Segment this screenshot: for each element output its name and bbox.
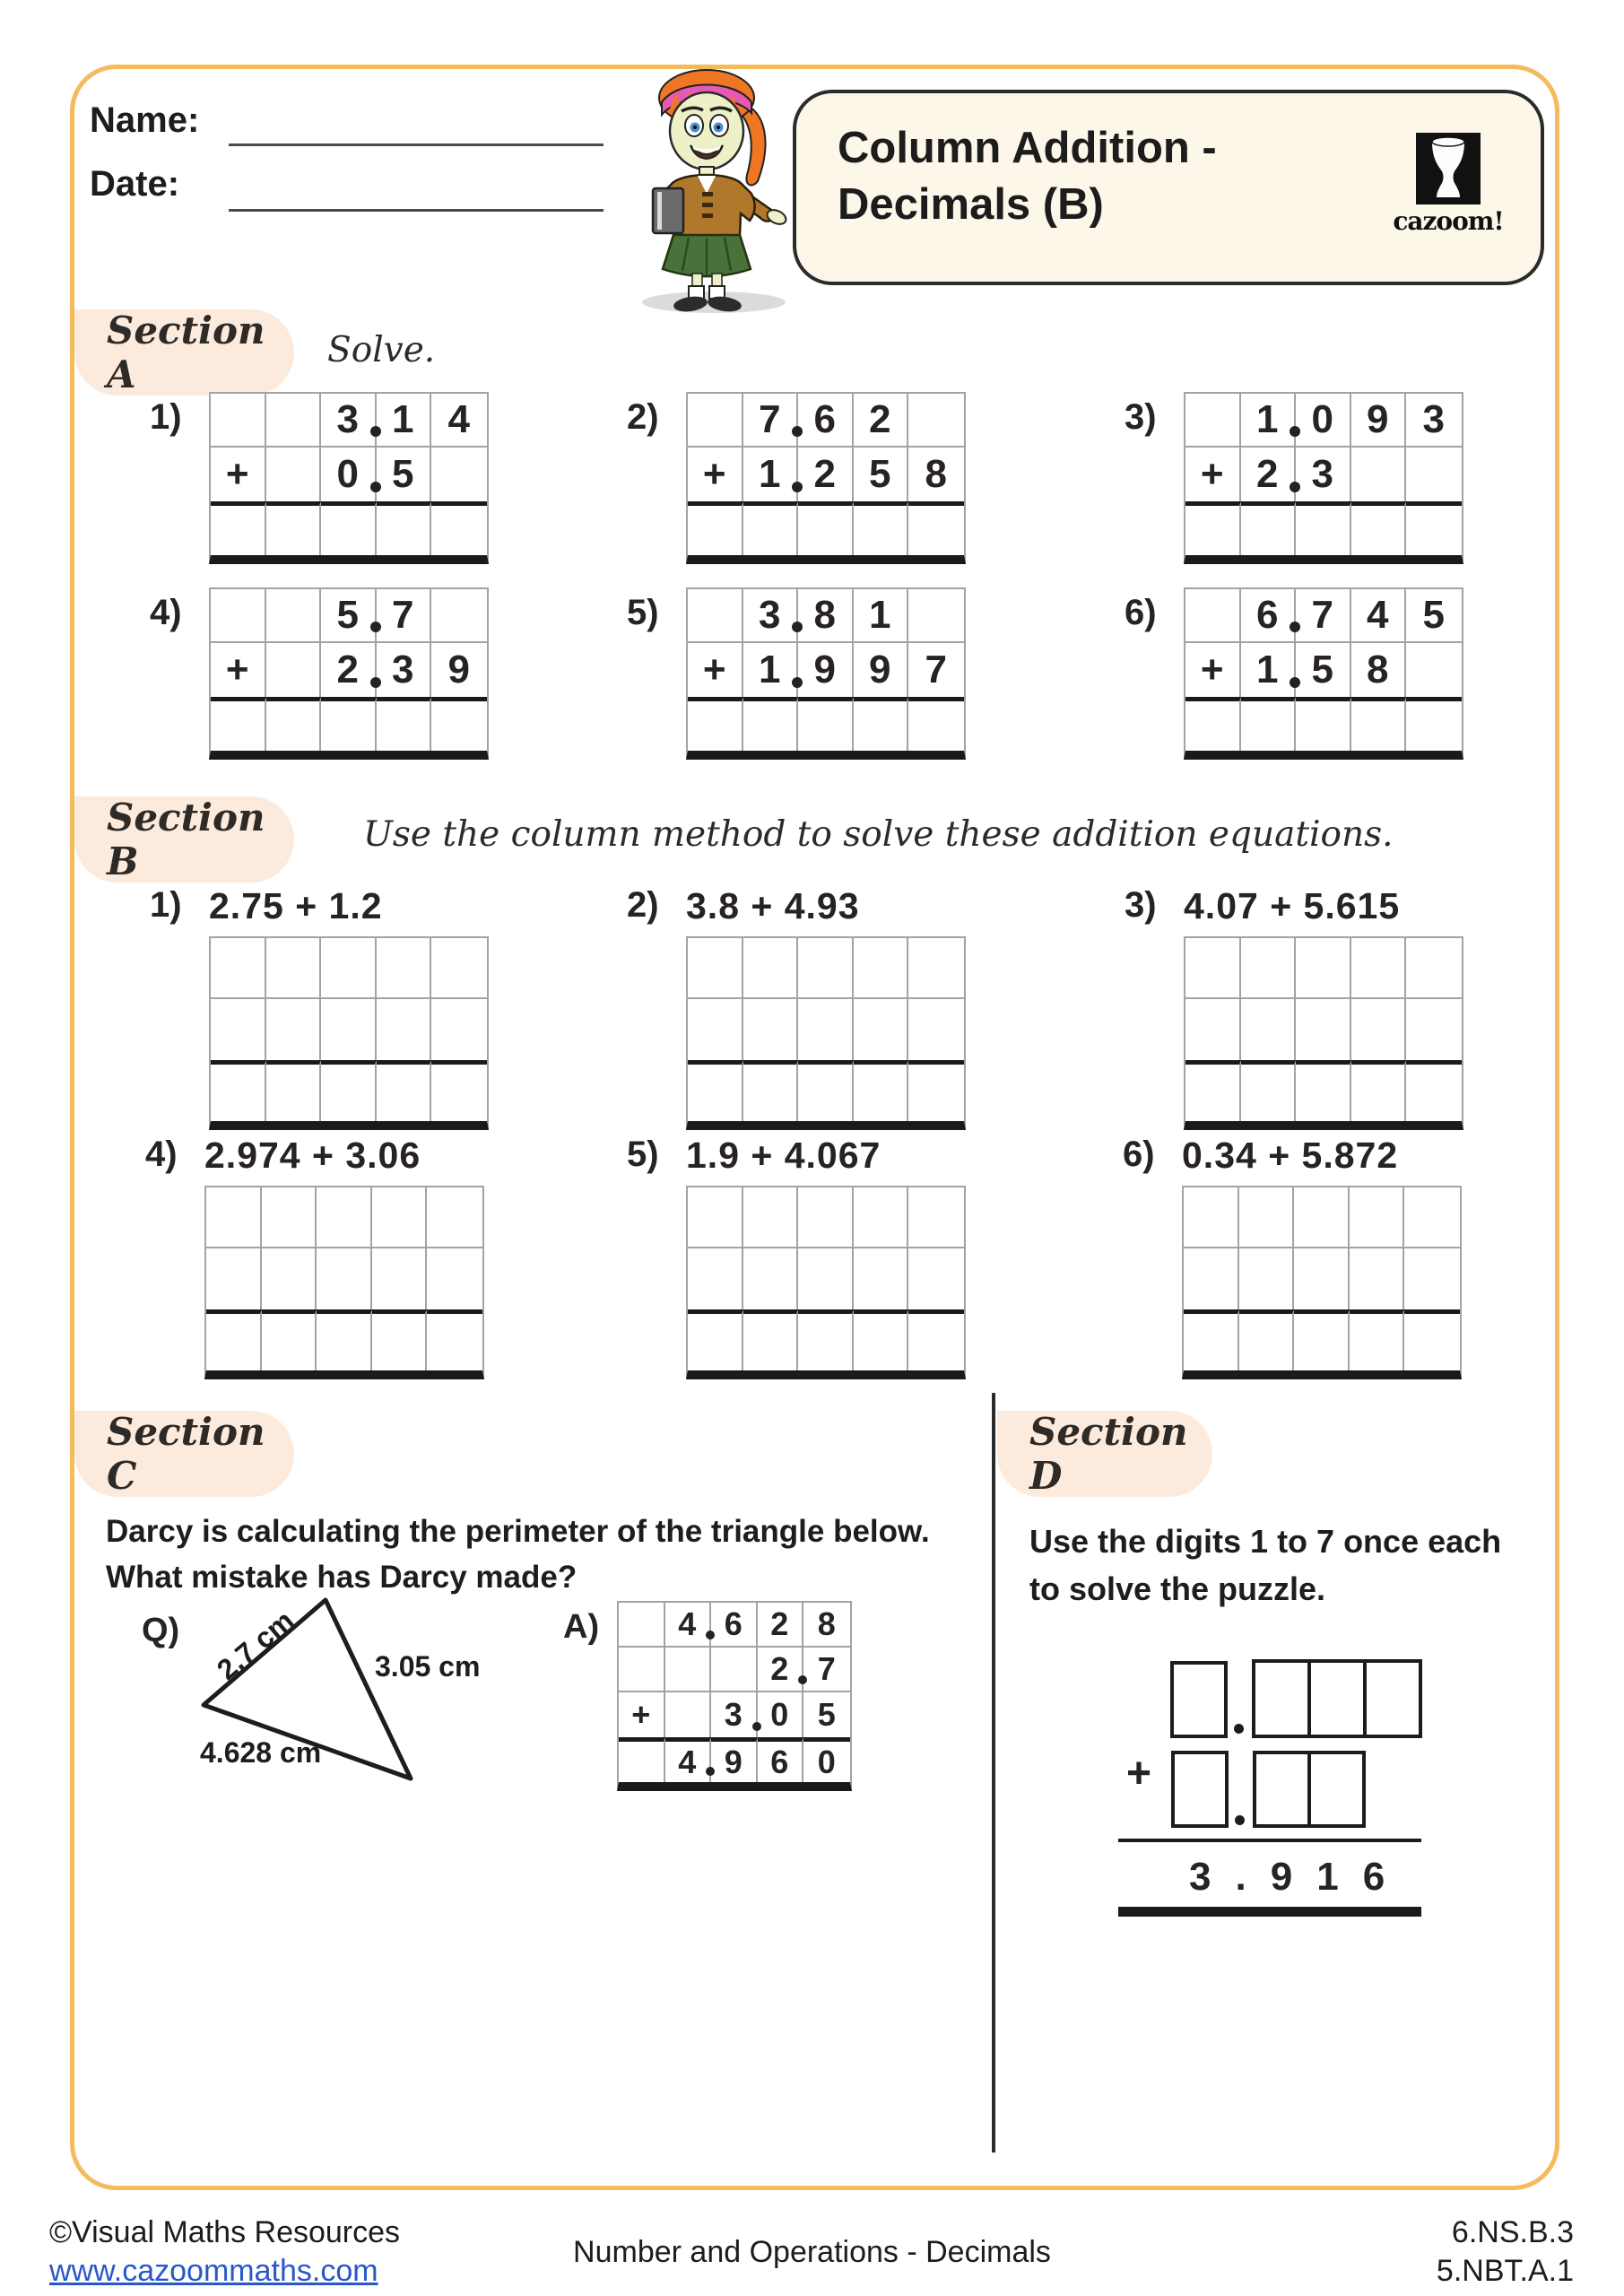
equation-text: 3.8 + 4.93 [686, 885, 860, 926]
grid-cell[interactable] [1351, 501, 1407, 555]
grid-cell[interactable] [1406, 1060, 1462, 1121]
grid-cell[interactable] [688, 394, 743, 448]
grid-cell[interactable] [431, 938, 487, 999]
cazoom-logo [1390, 133, 1507, 236]
grid-cell[interactable] [372, 1187, 428, 1248]
grid-cell[interactable] [317, 1187, 372, 1248]
grid-cell: + [1185, 448, 1241, 501]
answer-decimal-point: . [1235, 1855, 1246, 1899]
section-a-badge: Section A [74, 309, 294, 396]
logo-wordmark: cazoom! [1393, 206, 1504, 236]
problem-number: 5) [627, 593, 659, 632]
grid-cell[interactable] [321, 999, 377, 1060]
drum-icon [1416, 133, 1481, 204]
grid-cell[interactable] [206, 1248, 262, 1309]
grid-cell: 5 [1406, 589, 1462, 643]
grid-cell[interactable] [688, 697, 743, 751]
grid-cell[interactable] [266, 448, 322, 501]
grid-cell[interactable] [1241, 938, 1297, 999]
grid-cell[interactable] [1351, 999, 1407, 1060]
digit-box[interactable] [1307, 1659, 1367, 1738]
grid-cell[interactable] [1406, 999, 1462, 1060]
grid-cell: 3 [321, 394, 377, 448]
grid-cell: 7 [1296, 589, 1351, 643]
grid-cell[interactable] [377, 999, 432, 1060]
grid-cell[interactable] [377, 501, 432, 555]
decimal-point [792, 677, 803, 688]
name-label: Name: [90, 100, 200, 140]
grid-cell: 4 [1351, 589, 1407, 643]
grid-cell[interactable] [908, 501, 964, 555]
grid-cell: 5 [817, 1696, 836, 1733]
grid-cell: 3 [743, 589, 799, 643]
section-d-instruction-line1: Use the digits 1 to 7 once each [1029, 1523, 1502, 1560]
grid-cell[interactable] [1406, 938, 1462, 999]
grid-cell: 8 [803, 1603, 850, 1648]
sum-bottom-bar [1118, 1907, 1421, 1917]
grid-cell[interactable] [206, 1187, 262, 1248]
digit-box-group [1253, 1751, 1366, 1828]
grid-cell[interactable] [908, 1187, 964, 1248]
grid-cell: 2 [758, 1603, 804, 1648]
grid-cell[interactable] [377, 938, 432, 999]
grid-cell: 3 [1406, 394, 1462, 448]
decimal-point [370, 482, 381, 492]
grid-cell[interactable] [1239, 1309, 1295, 1370]
grid-cell: 7 [377, 589, 432, 643]
grid-cell: + [211, 643, 266, 697]
grid-cell: 3 [711, 1692, 758, 1737]
sum-line [1118, 1839, 1421, 1842]
equation-text: 4.07 + 5.615 [1184, 885, 1401, 926]
grid-cell[interactable] [1241, 999, 1297, 1060]
equation-text: 2.974 + 3.06 [204, 1135, 421, 1176]
worksheet-title: Column Addition - Decimals (B) [838, 124, 1217, 229]
column-grid [1184, 587, 1463, 760]
grid-cell[interactable] [321, 697, 377, 751]
name-input-line[interactable] [229, 144, 604, 146]
grid-cell[interactable] [1184, 1309, 1239, 1370]
grid-cell: 4 [431, 394, 487, 448]
equation-text: 2.75 + 1.2 [209, 885, 383, 926]
grid-cell[interactable] [1294, 1248, 1350, 1309]
grid-cell[interactable] [1185, 999, 1241, 1060]
grid-cell: 1 [1241, 643, 1297, 697]
grid-cell: 9 [447, 648, 470, 691]
grid-cell[interactable] [908, 697, 964, 751]
grid-cell[interactable] [1185, 1060, 1241, 1121]
grid-cell[interactable] [1241, 697, 1297, 751]
problem-number: 5) [627, 1135, 659, 1174]
triangle-side-right-label: 3.05 cm [375, 1650, 481, 1683]
date-label: Date: [90, 164, 180, 204]
grid-cell[interactable] [798, 938, 854, 999]
grid-cell[interactable] [1351, 697, 1407, 751]
grid-cell[interactable] [1241, 1060, 1297, 1121]
grid-cell[interactable] [743, 1248, 799, 1309]
problem-number: 1) [150, 397, 182, 437]
section-d-instruction-line2: to solve the puzzle. [1029, 1570, 1326, 1607]
puzzle-answer [1189, 1855, 1385, 1900]
equation-text: 1.9 + 4.067 [686, 1135, 881, 1176]
grid-cell[interactable] [1296, 938, 1351, 999]
column-grid [686, 587, 966, 760]
column-grid [1184, 392, 1463, 564]
grid-cell: 9 [798, 643, 854, 697]
grid-cell: 7 [803, 1648, 850, 1692]
grid-cell: 1 [377, 394, 432, 448]
grid-cell[interactable] [688, 1248, 743, 1309]
grid-cell[interactable] [372, 1248, 428, 1309]
grid-cell[interactable] [431, 589, 487, 643]
answer-digit: 6 [1362, 1855, 1385, 1899]
standard-code-1: 6.NS.B.3 [1451, 2215, 1574, 2249]
triangle-side-bottom-label: 4.628 cm [200, 1736, 322, 1769]
grid-cell[interactable] [211, 938, 266, 999]
grid-cell[interactable] [908, 1309, 964, 1370]
grid-cell[interactable] [1406, 643, 1462, 697]
grid-cell[interactable] [266, 394, 322, 448]
plus-sign: + [1126, 1750, 1152, 1797]
grid-cell[interactable] [321, 1060, 377, 1121]
decimal-point [1290, 622, 1300, 632]
grid-cell: 7 [743, 394, 799, 448]
grid-cell[interactable] [431, 697, 487, 751]
grid-cell[interactable] [854, 1248, 909, 1309]
answer-digit: 1 [1316, 1855, 1339, 1899]
answer-label: A) [563, 1608, 600, 1646]
grid-cell[interactable] [211, 501, 266, 555]
grid-cell[interactable] [1294, 1187, 1350, 1248]
girl-character-illustration [617, 56, 801, 320]
grid-cell[interactable] [1185, 697, 1241, 751]
problem-number: 2) [627, 397, 659, 437]
grid-cell[interactable] [1350, 1187, 1405, 1248]
grid-cell: 5 [1296, 643, 1351, 697]
section-d-badge: Section D [997, 1411, 1212, 1497]
grid-cell[interactable] [908, 589, 964, 643]
date-input-line[interactable] [229, 209, 604, 212]
grid-cell[interactable] [743, 1060, 799, 1121]
grid-cell[interactable] [688, 589, 743, 643]
digit-box[interactable] [1253, 1751, 1311, 1828]
grid-cell[interactable] [317, 1309, 372, 1370]
grid-cell[interactable] [1296, 501, 1351, 555]
question-label: Q) [142, 1612, 180, 1649]
grid-cell: 0 [321, 448, 377, 501]
grid-cell[interactable] [688, 1309, 743, 1370]
grid-cell[interactable] [1350, 1309, 1405, 1370]
column-grid [686, 392, 966, 564]
grid-cell[interactable] [619, 1603, 665, 1648]
grid-cell[interactable] [266, 589, 322, 643]
grid-cell: 3 [1296, 448, 1351, 501]
grid-cell[interactable] [377, 697, 432, 751]
grid-cell[interactable] [266, 1060, 322, 1121]
grid-cell: 1 [1241, 394, 1297, 448]
grid-cell[interactable] [1404, 1309, 1460, 1370]
grid-cell[interactable] [908, 394, 964, 448]
grid-cell: 2 [798, 448, 854, 501]
grid-cell: 9 [1351, 394, 1407, 448]
grid-cell: 9 [711, 1737, 758, 1782]
grid-cell[interactable] [317, 1248, 372, 1309]
column-grid [204, 1186, 484, 1379]
grid-cell[interactable] [1296, 999, 1351, 1060]
grid-cell[interactable] [1294, 1309, 1350, 1370]
section-c-question-line1: Darcy is calculating the perimeter of the triangle below. [106, 1514, 930, 1549]
grid-cell[interactable] [266, 501, 322, 555]
grid-cell[interactable] [431, 999, 487, 1060]
grid-cell[interactable] [743, 999, 799, 1060]
grid-cell: 1 [743, 448, 799, 501]
grid-cell[interactable] [1184, 1187, 1239, 1248]
footer-topic: Number and Operations - Decimals [573, 2235, 1051, 2269]
column-grid [1184, 936, 1463, 1130]
decimal-point [792, 482, 803, 492]
grid-cell[interactable] [377, 1060, 432, 1121]
grid-cell[interactable] [372, 1309, 428, 1370]
problem-number: 3) [1125, 885, 1157, 925]
problem-number: 2) [627, 885, 659, 925]
grid-cell[interactable] [427, 1187, 482, 1248]
grid-cell[interactable] [262, 1187, 317, 1248]
decimal-point [752, 1722, 761, 1731]
grid-cell[interactable] [854, 1187, 909, 1248]
grid-cell[interactable] [743, 1187, 799, 1248]
column-grid [617, 1601, 852, 1791]
grid-cell[interactable] [321, 501, 377, 555]
grid-cell: 3 [377, 643, 432, 697]
grid-cell: 6 [1241, 589, 1297, 643]
grid-cell[interactable] [743, 501, 799, 555]
decimal-point [792, 426, 803, 437]
grid-cell[interactable] [262, 1248, 317, 1309]
grid-cell: 5 [377, 448, 432, 501]
problem-number: 1) [150, 885, 182, 925]
grid-cell[interactable] [266, 999, 322, 1060]
grid-cell: 4 [665, 1737, 712, 1782]
grid-cell[interactable] [798, 1248, 854, 1309]
problem-number: 4) [150, 593, 182, 632]
grid-cell[interactable] [321, 938, 377, 999]
grid-cell[interactable] [1351, 1060, 1407, 1121]
grid-cell: 1 [743, 643, 799, 697]
grid-cell[interactable] [1404, 1248, 1460, 1309]
grid-cell: 6 [758, 1737, 804, 1782]
grid-cell: + [619, 1692, 665, 1737]
decimal-point [1234, 1724, 1244, 1734]
grid-cell: 2 [1241, 448, 1297, 501]
grid-cell: 5 [854, 448, 909, 501]
grid-cell: 7 [925, 648, 947, 691]
grid-cell[interactable] [619, 1737, 665, 1782]
grid-cell[interactable] [1351, 448, 1407, 501]
column-grid [686, 936, 966, 1130]
section-c-badge: Section C [74, 1411, 294, 1497]
grid-cell[interactable] [1185, 501, 1241, 555]
digit-box[interactable] [1252, 1659, 1311, 1738]
grid-cell[interactable] [798, 1060, 854, 1121]
decimal-point [798, 1675, 807, 1684]
grid-cell: + [688, 643, 743, 697]
grid-cell: 8 [925, 452, 947, 496]
grid-cell[interactable] [1296, 1060, 1351, 1121]
grid-cell[interactable] [743, 938, 799, 999]
column-grid [1182, 1186, 1462, 1379]
grid-cell[interactable] [743, 1309, 799, 1370]
decimal-point [706, 1631, 715, 1639]
grid-cell[interactable] [908, 938, 964, 999]
grid-cell[interactable] [619, 1648, 665, 1692]
decimal-point [706, 1767, 715, 1776]
grid-cell[interactable] [854, 501, 909, 555]
decimal-point [370, 677, 381, 688]
grid-cell: 6 [798, 394, 854, 448]
column-grid [209, 587, 489, 760]
grid-cell[interactable] [1239, 1187, 1295, 1248]
grid-cell[interactable] [688, 501, 743, 555]
grid-cell[interactable] [798, 697, 854, 751]
standard-code-2: 5.NBT.A.1 [1436, 2254, 1574, 2288]
digit-box-group [1252, 1659, 1422, 1738]
grid-cell[interactable] [798, 1187, 854, 1248]
grid-cell[interactable] [211, 589, 266, 643]
grid-cell[interactable] [211, 697, 266, 751]
triangle-side-top-left-label: 2.7 cm [210, 1604, 300, 1686]
grid-cell[interactable] [688, 938, 743, 999]
grid-cell[interactable] [1350, 1248, 1405, 1309]
column-grid [209, 392, 489, 564]
grid-cell[interactable] [665, 1648, 712, 1692]
grid-cell[interactable] [908, 1248, 964, 1309]
grid-cell[interactable] [1406, 448, 1462, 501]
grid-cell: 6 [711, 1603, 758, 1648]
digit-box[interactable] [1171, 1751, 1229, 1828]
grid-cell[interactable] [211, 394, 266, 448]
grid-cell[interactable] [1406, 697, 1462, 751]
grid-cell: 4 [665, 1603, 712, 1648]
grid-cell[interactable] [1296, 697, 1351, 751]
grid-cell: 5 [321, 589, 377, 643]
section-a-instruction: Solve. [327, 330, 436, 370]
grid-cell[interactable] [211, 1060, 266, 1121]
grid-cell[interactable] [798, 999, 854, 1060]
grid-cell[interactable] [854, 999, 909, 1060]
grid-cell: 8 [1351, 643, 1407, 697]
column-grid [209, 936, 489, 1130]
answer-digit: 9 [1270, 1855, 1293, 1899]
grid-cell[interactable] [431, 448, 487, 501]
grid-cell[interactable] [798, 1309, 854, 1370]
grid-cell[interactable] [854, 938, 909, 999]
grid-cell[interactable] [206, 1309, 262, 1370]
decimal-point [1290, 677, 1300, 688]
decimal-point [370, 622, 381, 632]
section-b-badge: Section B [74, 796, 294, 883]
grid-cell[interactable] [1184, 1248, 1239, 1309]
grid-cell: 0 [803, 1737, 850, 1782]
grid-cell[interactable] [427, 1248, 482, 1309]
decimal-point [1290, 426, 1300, 437]
problem-number: 4) [145, 1135, 178, 1174]
grid-cell[interactable] [431, 1060, 487, 1121]
grid-cell: 0 [1296, 394, 1351, 448]
grid-cell[interactable] [1185, 394, 1241, 448]
grid-cell: + [211, 448, 266, 501]
grid-cell[interactable] [854, 1309, 909, 1370]
website-link[interactable]: www.cazoommaths.com [49, 2254, 378, 2288]
grid-cell[interactable] [1239, 1248, 1295, 1309]
answer-digit: 3 [1189, 1855, 1211, 1899]
decimal-point [370, 426, 381, 437]
grid-cell[interactable] [1241, 501, 1297, 555]
grid-cell[interactable] [266, 643, 322, 697]
grid-cell: 2 [321, 643, 377, 697]
grid-cell[interactable] [665, 1692, 712, 1737]
problem-number: 6) [1123, 1135, 1155, 1174]
equation-text: 0.34 + 5.872 [1182, 1135, 1399, 1176]
copyright-text: ©Visual Maths Resources [49, 2215, 401, 2249]
grid-cell: 0 [758, 1692, 804, 1737]
decimal-point [1290, 482, 1300, 492]
grid-cell: 2 [854, 394, 909, 448]
grid-cell[interactable] [908, 999, 964, 1060]
decimal-point [792, 622, 803, 632]
grid-cell[interactable] [688, 1187, 743, 1248]
problem-number: 6) [1125, 593, 1157, 632]
problem-number: 3) [1125, 397, 1157, 437]
grid-cell[interactable] [211, 999, 266, 1060]
section-b-instruction: Use the column method to solve these addition equations. [363, 814, 1394, 855]
grid-cell: 1 [854, 589, 909, 643]
title-box [793, 90, 1544, 285]
grid-cell[interactable] [711, 1648, 758, 1692]
grid-cell: 2 [758, 1648, 804, 1692]
grid-cell[interactable] [266, 697, 322, 751]
grid-cell[interactable] [1351, 938, 1407, 999]
grid-cell[interactable] [1185, 938, 1241, 999]
grid-cell[interactable] [854, 697, 909, 751]
grid-cell[interactable] [798, 501, 854, 555]
grid-cell[interactable] [688, 1060, 743, 1121]
grid-cell: 8 [798, 589, 854, 643]
grid-cell: + [688, 448, 743, 501]
section-c-question-line2: What mistake has Darcy made? [106, 1560, 578, 1595]
grid-cell[interactable] [262, 1309, 317, 1370]
grid-cell[interactable] [908, 1060, 964, 1121]
section-divider [992, 1393, 995, 2152]
grid-cell[interactable] [1406, 501, 1462, 555]
digit-box[interactable] [1307, 1751, 1366, 1828]
triangle-diagram [157, 1595, 534, 1792]
decimal-point [1235, 1815, 1245, 1825]
grid-cell[interactable] [1185, 589, 1241, 643]
digit-box[interactable] [1170, 1661, 1228, 1738]
grid-cell[interactable] [1404, 1187, 1460, 1248]
grid-cell[interactable] [431, 501, 487, 555]
grid-cell[interactable] [427, 1309, 482, 1370]
grid-cell[interactable] [266, 938, 322, 999]
grid-cell[interactable] [688, 999, 743, 1060]
digit-box[interactable] [1363, 1659, 1422, 1738]
grid-cell: + [1185, 643, 1241, 697]
grid-cell[interactable] [854, 1060, 909, 1121]
grid-cell[interactable] [743, 697, 799, 751]
column-grid [686, 1186, 966, 1379]
grid-cell: 9 [854, 643, 909, 697]
